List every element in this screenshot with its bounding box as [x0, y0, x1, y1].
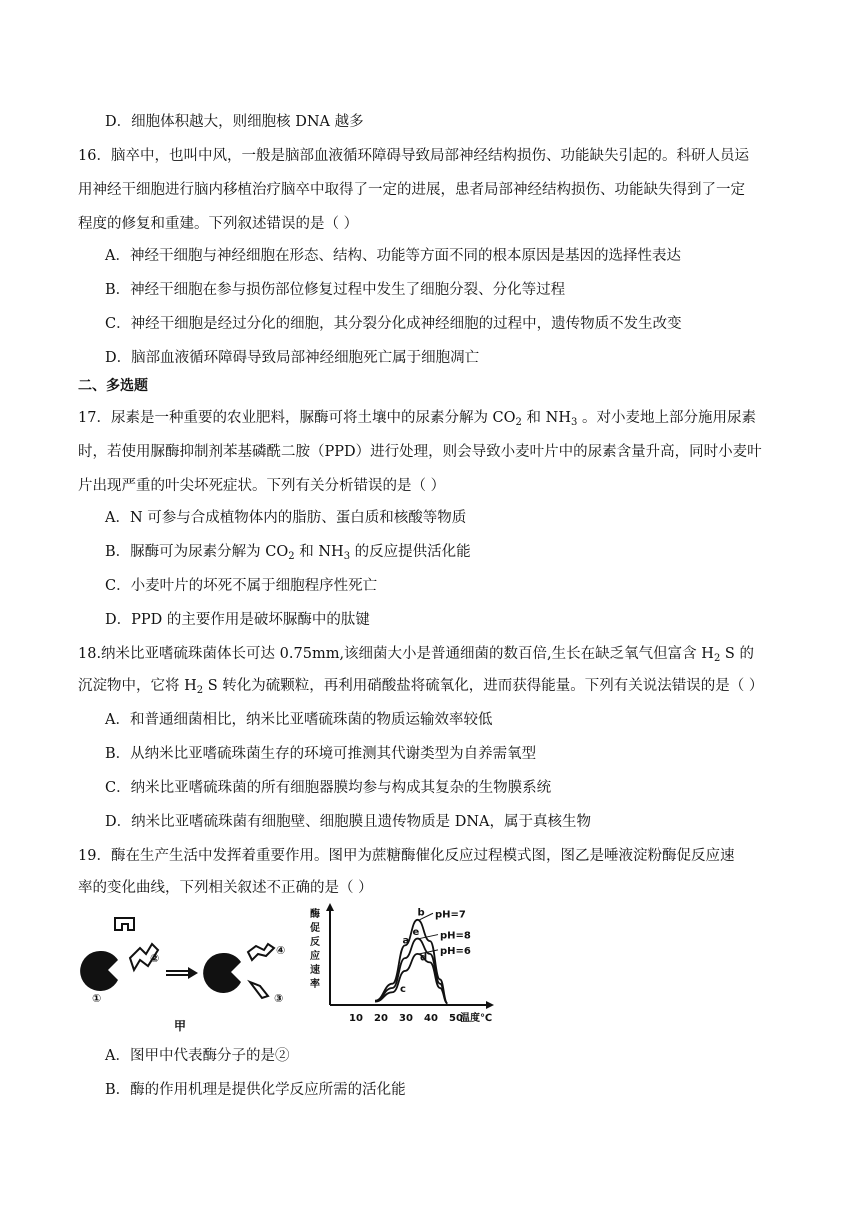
series-label: pH=7 — [435, 909, 466, 921]
q19-option-b: B．酶的作用机理是提供化学反应所需的活化能 — [105, 1082, 406, 1098]
q19-option-a: A．图甲中代表酶分子的是② — [105, 1048, 290, 1064]
q16-option-c: C．神经干细胞是经过分化的细胞，其分裂分化成神经细胞的过程中，遗传物质不发生改变 — [105, 316, 682, 332]
subscript: 2 — [515, 417, 522, 428]
q19-stem-line-2: 率的变化曲线，下列相关叙述不正确的是（ ） — [78, 880, 373, 896]
point-label: e — [412, 927, 420, 939]
y-axis-arrow — [326, 903, 334, 911]
q18-stem-text: 18.纳米比亚嗜硫珠菌体长可达 0.75mm,该细菌大小是普通细菌的数百倍,生长在缺乏氧气但富含 H — [78, 646, 714, 662]
q17-option-d: D．PPD 的主要作用是破坏脲酶中的肽键 — [105, 612, 370, 628]
label-circle-4: ④ — [276, 944, 286, 957]
subscript: 2 — [713, 653, 721, 664]
q18-option-a: A．和普通细菌相比，纳米比亚嗜硫珠菌的物质运输效率较低 — [105, 712, 493, 728]
q17-stem-text: 。对小麦地上部分施用尿素 — [577, 410, 756, 426]
q18-option-c: C．纳米比亚嗜硫珠菌的所有细胞器膜均参与构成其复杂的生物膜系统 — [105, 780, 552, 796]
figure-yi-chart — [310, 903, 495, 1025]
subscript: 3 — [570, 417, 578, 428]
q17-stem-line-3: 片出现严重的叶尖坏死症状。下列有关分析错误的是（ ） — [78, 478, 446, 494]
ylabel-char: 率 — [310, 979, 320, 990]
x-axis-label: 温度℃ — [460, 1013, 493, 1024]
q16-option-a: A．神经干细胞与神经细胞在形态、结构、功能等方面不同的根本原因是基因的选择性表达 — [105, 248, 681, 264]
q17-option-c: C．小麦叶片的坏死不属于细胞程序性死亡 — [105, 578, 378, 594]
q17-option-b — [105, 542, 471, 567]
product-3 — [250, 982, 268, 998]
q16-stem-line-2: 用神经干细胞进行脑内移植治疗脑卒中取得了一定的进展，患者局部神经结构损伤、功能缺失得到了一定 — [78, 182, 745, 198]
ylabel-char: 促 — [310, 923, 320, 934]
series-leader-line — [420, 935, 439, 939]
ylabel-char: 应 — [310, 951, 320, 962]
product-4 — [248, 944, 274, 960]
ylabel-char: 酶 — [310, 909, 320, 920]
q18-option-b: B．从纳米比亚嗜硫珠菌生存的环境可推测其代谢类型为自养需氧型 — [105, 746, 537, 762]
q18-option-d: D．纳米比亚嗜硫珠菌有细胞壁、细胞膜且遗传物质是 DNA，属于真核生物 — [105, 814, 592, 830]
q17-option-b-text: 和 NH — [294, 544, 344, 560]
reaction-arrow-head — [188, 967, 198, 979]
point-label: d — [420, 952, 428, 964]
enzyme-shape-right — [203, 953, 241, 993]
label-circle-3: ③ — [274, 992, 284, 1005]
x-axis-arrow — [486, 1001, 494, 1009]
y-axis-label — [310, 907, 320, 990]
x-tick-label: 10 — [349, 1013, 363, 1024]
subscript: 2 — [196, 685, 204, 696]
ylabel-char: 反 — [310, 937, 320, 948]
q15-option-d: D．细胞体积越大，则细胞核 DNA 越多 — [105, 114, 364, 130]
q16-option-b: B．神经干细胞在参与损伤部位修复过程中发生了细胞分裂、分化等过程 — [105, 282, 566, 298]
q17-stem-line-2: 时，若使用脲酶抑制剂苯基磷酰二胺（PPD）进行处理，则会导致小麦叶片中的尿素含量升高，同时小麦叶 — [78, 444, 762, 460]
q18-stem-line-2 — [78, 676, 763, 701]
q16-option-d: D．脑部血液循环障碍导致局部神经细胞死亡属于细胞凋亡 — [105, 350, 480, 366]
series-label: pH=8 — [440, 930, 471, 942]
section-heading-multiple-choice: 二、多选题 — [78, 378, 148, 394]
point-label: c — [400, 984, 406, 996]
q17-option-b-text: B．脲酶可为尿素分解为 CO — [105, 544, 289, 560]
q17-stem-line-1 — [78, 408, 756, 433]
x-tick-label: 50 — [449, 1013, 463, 1024]
q18-stem-line-1 — [78, 644, 754, 669]
q19-stem-line-1: 19．酶在生产生活中发挥着重要作用。图甲为蔗糖酶催化反应过程模式图，图乙是唾液淀粉酶促反应速 — [78, 848, 735, 864]
q17-stem-text: 和 NH — [521, 410, 571, 426]
q18-stem-text: S 转化为硫颗粒，再利用硝酸盐将硫氧化，进而获得能量。下列有关说法错误的是（ ） — [203, 678, 764, 694]
substrate-piece-top — [115, 918, 134, 930]
chart-plot-area — [326, 903, 494, 1024]
q16-stem-line-3: 程度的修复和重建。下列叙述错误的是（ ） — [78, 216, 359, 232]
series-label: pH=6 — [440, 945, 471, 957]
q17-option-a: A．N 可参与合成植物体内的脂肪、蛋白质和核酸等物质 — [105, 510, 467, 526]
label-circle-1: ① — [92, 992, 102, 1005]
x-tick-label: 20 — [374, 1013, 388, 1024]
series-line-pH6 — [375, 954, 448, 1003]
q17-stem-text: 17．尿素是一种重要的农业肥料，脲酶可将土壤中的尿素分解为 CO — [78, 410, 516, 426]
figure-jia-enzyme-schematic — [78, 906, 303, 1036]
label-circle-2: ② — [150, 952, 160, 965]
x-tick-label: 40 — [424, 1013, 438, 1024]
figure-jia-caption: 甲 — [174, 1019, 187, 1033]
q18-stem-text: S 的 — [720, 646, 754, 662]
enzyme-shape-left — [80, 951, 118, 991]
ylabel-char: 速 — [310, 965, 320, 976]
subscript: 2 — [288, 551, 295, 562]
q16-stem-line-1: 16．脑卒中，也叫中风，一般是脑部血液循环障碍导致局部神经结构损伤、功能缺失引起的。科研人员运 — [78, 148, 749, 164]
subscript: 3 — [343, 551, 351, 562]
q17-option-b-text: 的反应提供活化能 — [350, 544, 471, 560]
x-tick-label: 30 — [399, 1013, 413, 1024]
point-label: a — [402, 935, 410, 947]
q18-stem-text: 沉淀物中，它将 H — [78, 678, 197, 694]
point-label: b — [417, 907, 425, 919]
